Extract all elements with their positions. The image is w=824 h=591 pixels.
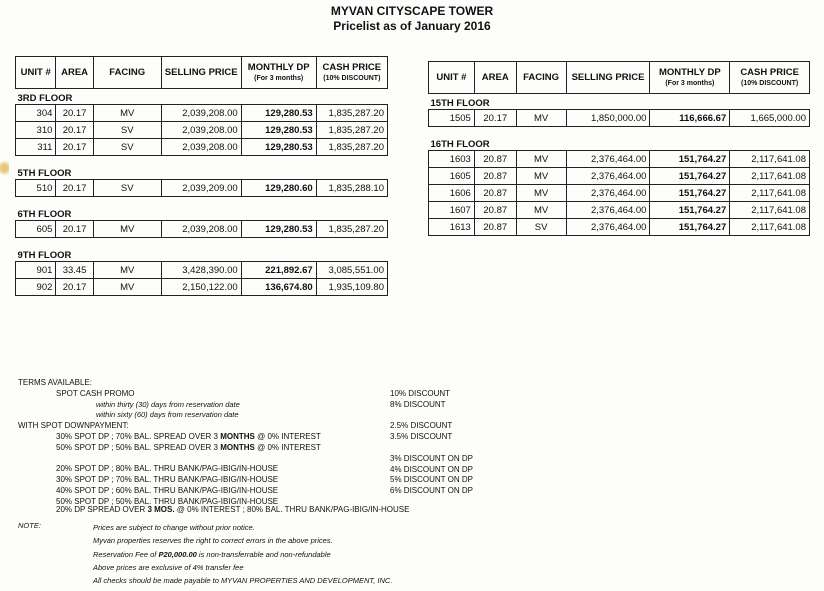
selling-price-header: SELLING PRICE (161, 57, 241, 89)
note-line-2: Myvan properties reserves the right to correct errors in the above prices. (93, 536, 333, 546)
monthly-dp-label: MONTHLY DP (247, 61, 310, 73)
term-40-bank: 40% SPOT DP ; 60% BAL. THRU BANK/PAG-IBIG/IN-HOUSE (56, 485, 279, 495)
table-row (429, 168, 810, 185)
area-cell: 20.87 (474, 185, 516, 202)
table-row (16, 105, 388, 122)
monthly-dp-cell: 129,280.60 (241, 180, 316, 197)
area-header: AREA (56, 57, 93, 89)
facing-cell: MV (516, 110, 566, 127)
unit-header: UNIT # (429, 62, 475, 94)
cash-price-header (316, 57, 387, 89)
last-c: @ 0% INTEREST ; 80% BAL. THRU BANK/PAG-IBIG/IN-HOUSE (174, 504, 410, 514)
unit-cell: 304 (16, 105, 56, 122)
facing-cell: MV (93, 262, 161, 279)
term-30-a: 30% SPOT DP ; 70% BAL. SPREAD OVER 3 (56, 431, 221, 441)
area-cell: 20.17 (56, 139, 93, 156)
cash-price-cell: 2,117,641.08 (730, 202, 810, 219)
term-50-bank: 50% SPOT DP ; 50% BAL. THRU BANK/PAG-IBIG/IN-HOUSE (56, 496, 279, 506)
cash-price-cell: 2,117,641.08 (730, 185, 810, 202)
paper-stain (0, 158, 9, 178)
floor-heading-row (429, 94, 810, 110)
discount-dp-4: 4% DISCOUNT ON DP (390, 464, 473, 474)
note-3b: P20,000.00 (158, 549, 197, 559)
within-60-days: within sixty (60) days from reservation date (96, 410, 239, 420)
cash-price-cell: 1,935,109.80 (316, 279, 387, 296)
table-row (429, 185, 810, 202)
floor-heading-row (429, 135, 810, 151)
monthly-dp-cell: 151,764.27 (650, 151, 730, 168)
unit-cell: 310 (16, 122, 56, 139)
monthly-dp-cell: 151,764.27 (650, 185, 730, 202)
term-30-spread (18, 432, 409, 443)
monthly-dp-cell: 116,666.67 (650, 110, 730, 127)
unit-cell: 311 (16, 139, 56, 156)
area-header: AREA (474, 62, 516, 94)
monthly-dp-header (650, 62, 730, 94)
spacer-row (429, 127, 810, 135)
term-50-a: 50% SPOT DP ; 50% BAL. SPREAD OVER 3 (56, 442, 221, 452)
table-row (16, 139, 388, 156)
note-line-1: Prices are subject to change without prior notice. (93, 523, 255, 532)
notes-block (93, 521, 392, 587)
selling-price-header: SELLING PRICE (566, 62, 650, 94)
cash-price-cell: 1,835,287.20 (316, 105, 387, 122)
facing-cell: MV (516, 151, 566, 168)
floor-heading: 16TH FLOOR (430, 139, 490, 150)
facing-cell: SV (516, 219, 566, 236)
facing-cell: MV (93, 279, 161, 296)
spacer-row (16, 156, 388, 164)
monthly-dp-cell: 151,764.27 (650, 168, 730, 185)
last-b: 3 MOS. (147, 504, 175, 514)
note-line-3 (93, 548, 392, 561)
selling-price-cell: 3,428,390.00 (161, 262, 241, 279)
term-30-c: @ 0% INTEREST (254, 431, 321, 441)
spacer-row (16, 238, 388, 246)
facing-cell: MV (93, 221, 161, 238)
cash-price-cell: 1,835,288.10 (316, 180, 387, 197)
unit-cell: 902 (16, 279, 56, 296)
cash-price-header (730, 62, 810, 94)
discount-dp-6: 6% DISCOUNT ON DP (390, 486, 473, 496)
floor-heading: 15TH FLOOR (430, 98, 490, 109)
discount-10: 10% DISCOUNT (390, 389, 451, 398)
note-line-5: All checks should be made payable to MYVAN PROPERTIES AND DEVELOPMENT, INC. (93, 576, 393, 586)
right-table-body (429, 94, 810, 236)
facing-cell: MV (516, 185, 566, 202)
cash-price-cell: 1,835,287.20 (316, 122, 387, 139)
selling-price-cell: 2,039,208.00 (161, 122, 241, 139)
selling-price-cell: 2,376,464.00 (566, 202, 650, 219)
cash-price-sub: (10% DISCOUNT) (323, 74, 381, 82)
unit-cell: 1505 (429, 110, 475, 127)
floor-heading-row (16, 164, 388, 180)
cash-price-cell: 2,117,641.08 (730, 219, 810, 236)
table-row (16, 221, 388, 238)
page-subtitle: Pricelist as of January 2016 (333, 19, 491, 33)
cash-price-cell: 2,117,641.08 (730, 151, 810, 168)
monthly-dp-cell: 136,674.80 (241, 279, 316, 296)
term-20-bank: 20% SPOT DP ; 80% BAL. THRU BANK/PAG-IBIG/IN-HOUSE (56, 464, 279, 474)
unit-cell: 1606 (429, 185, 475, 202)
facing-cell: MV (516, 168, 566, 185)
facing-cell: SV (93, 180, 161, 197)
term-30-bank: 30% SPOT DP ; 70% BAL. THRU BANK/PAG-IBIG/IN-HOUSE (56, 475, 279, 485)
term-30-b: MONTHS (220, 431, 255, 441)
area-cell: 20.17 (56, 221, 93, 238)
table-row (16, 262, 388, 279)
area-cell: 20.17 (56, 279, 93, 296)
left-table-body (16, 89, 388, 296)
unit-cell: 605 (16, 221, 56, 238)
unit-cell: 1603 (429, 151, 475, 168)
term-20-spread-bank (18, 505, 409, 516)
area-cell: 20.17 (56, 122, 93, 139)
selling-price-cell: 2,039,209.00 (161, 180, 241, 197)
facing-cell: MV (93, 105, 161, 122)
within-30-days: within thirty (30) days from reservation date (96, 399, 240, 409)
monthly-dp-sub: (For 3 months) (665, 79, 715, 87)
term-50-spread (18, 443, 409, 454)
discount-dp-5: 5% DISCOUNT ON DP (390, 475, 473, 485)
cash-price-sub: (10% DISCOUNT) (741, 79, 799, 87)
unit-cell: 1613 (429, 219, 475, 236)
terms-left-block (18, 378, 409, 515)
selling-price-cell: 2,039,208.00 (161, 139, 241, 156)
selling-price-cell: 2,039,208.00 (161, 221, 241, 238)
area-cell: 20.87 (474, 219, 516, 236)
table-row (429, 110, 810, 127)
spacer-row (16, 197, 388, 205)
discount-8: 8% DISCOUNT (390, 399, 446, 409)
floor-heading: 3RD FLOOR (17, 93, 73, 104)
selling-price-cell: 2,376,464.00 (566, 151, 650, 168)
area-cell: 20.87 (474, 202, 516, 219)
cash-price-cell: 3,085,551.00 (316, 262, 387, 279)
note-3c: is non-transferrable and non-refundable (196, 549, 331, 559)
facing-cell: MV (516, 202, 566, 219)
cash-price-label: CASH PRICE (322, 61, 382, 73)
selling-price-cell: 2,376,464.00 (566, 168, 650, 185)
area-cell: 33.45 (56, 262, 93, 279)
last-a: 20% DP SPREAD OVER (56, 504, 148, 514)
facing-header: FACING (516, 62, 566, 94)
selling-price-cell: 2,150,122.00 (161, 279, 241, 296)
facing-cell: SV (93, 122, 161, 139)
monthly-dp-cell: 129,280.53 (241, 139, 316, 156)
note-line-4: Above prices are exclusive of 4% transfer fee (93, 562, 244, 572)
area-cell: 20.87 (474, 168, 516, 185)
table-row (16, 279, 388, 296)
table-row (16, 180, 388, 197)
note-label: NOTE: (18, 521, 41, 530)
unit-cell: 510 (16, 180, 56, 197)
header-row (16, 57, 388, 89)
monthly-dp-cell: 129,280.53 (241, 122, 316, 139)
unit-cell: 1605 (429, 168, 475, 185)
area-cell: 20.17 (56, 180, 93, 197)
terms-heading: TERMS AVAILABLE: (18, 378, 92, 387)
selling-price-cell: 2,376,464.00 (566, 219, 650, 236)
table-row (16, 122, 388, 139)
monthly-dp-header (241, 57, 316, 89)
left-pricelist-table (15, 56, 388, 296)
unit-header: UNIT # (16, 57, 56, 89)
table-row (429, 219, 810, 236)
term-50-c: @ 0% INTEREST (254, 442, 321, 452)
area-cell: 20.17 (56, 105, 93, 122)
discount-dp-3: 3% DISCOUNT ON DP (390, 453, 473, 463)
selling-price-cell: 2,376,464.00 (566, 185, 650, 202)
monthly-dp-cell: 129,280.53 (241, 105, 316, 122)
floor-heading: 9TH FLOOR (17, 250, 72, 261)
discount-2-5: 2.5% DISCOUNT (390, 421, 453, 431)
floor-heading: 5TH FLOOR (17, 168, 72, 179)
monthly-dp-cell: 129,280.53 (241, 221, 316, 238)
floor-heading: 6TH FLOOR (17, 209, 72, 220)
cash-price-cell: 1,835,287.20 (316, 221, 387, 238)
spot-cash-promo: SPOT CASH PROMO (56, 388, 135, 398)
area-cell: 20.87 (474, 151, 516, 168)
selling-price-cell: 2,039,208.00 (161, 105, 241, 122)
page-title: MYVAN CITYSCAPE TOWER (330, 4, 494, 18)
term-50-b: MONTHS (220, 442, 255, 452)
header-row (429, 62, 810, 94)
right-pricelist-table (428, 61, 810, 236)
note-3a: Reservation Fee of (93, 549, 159, 559)
monthly-dp-cell: 221,892.67 (241, 262, 316, 279)
cash-price-label: CASH PRICE (740, 66, 799, 78)
monthly-dp-cell: 151,764.27 (650, 202, 730, 219)
floor-heading-row (16, 205, 388, 221)
cash-price-cell: 1,835,287.20 (316, 139, 387, 156)
floor-heading-row (16, 89, 388, 105)
monthly-dp-cell: 151,764.27 (650, 219, 730, 236)
with-spot-dp: WITH SPOT DOWNPAYMENT: (18, 421, 129, 431)
cash-price-cell: 2,117,641.08 (730, 168, 810, 185)
table-row (429, 151, 810, 168)
facing-header: FACING (93, 57, 161, 89)
monthly-dp-label: MONTHLY DP (658, 66, 721, 78)
area-cell: 20.17 (474, 110, 516, 127)
unit-cell: 1607 (429, 202, 475, 219)
terms-discount-block (390, 389, 473, 497)
discount-3-5: 3.5% DISCOUNT (390, 432, 453, 442)
unit-cell: 901 (16, 262, 56, 279)
table-row (429, 202, 810, 219)
floor-heading-row (16, 246, 388, 262)
facing-cell: SV (93, 139, 161, 156)
cash-price-cell: 1,665,000.00 (730, 110, 810, 127)
monthly-dp-sub: (For 3 months) (254, 74, 304, 82)
selling-price-cell: 1,850,000.00 (566, 110, 650, 127)
